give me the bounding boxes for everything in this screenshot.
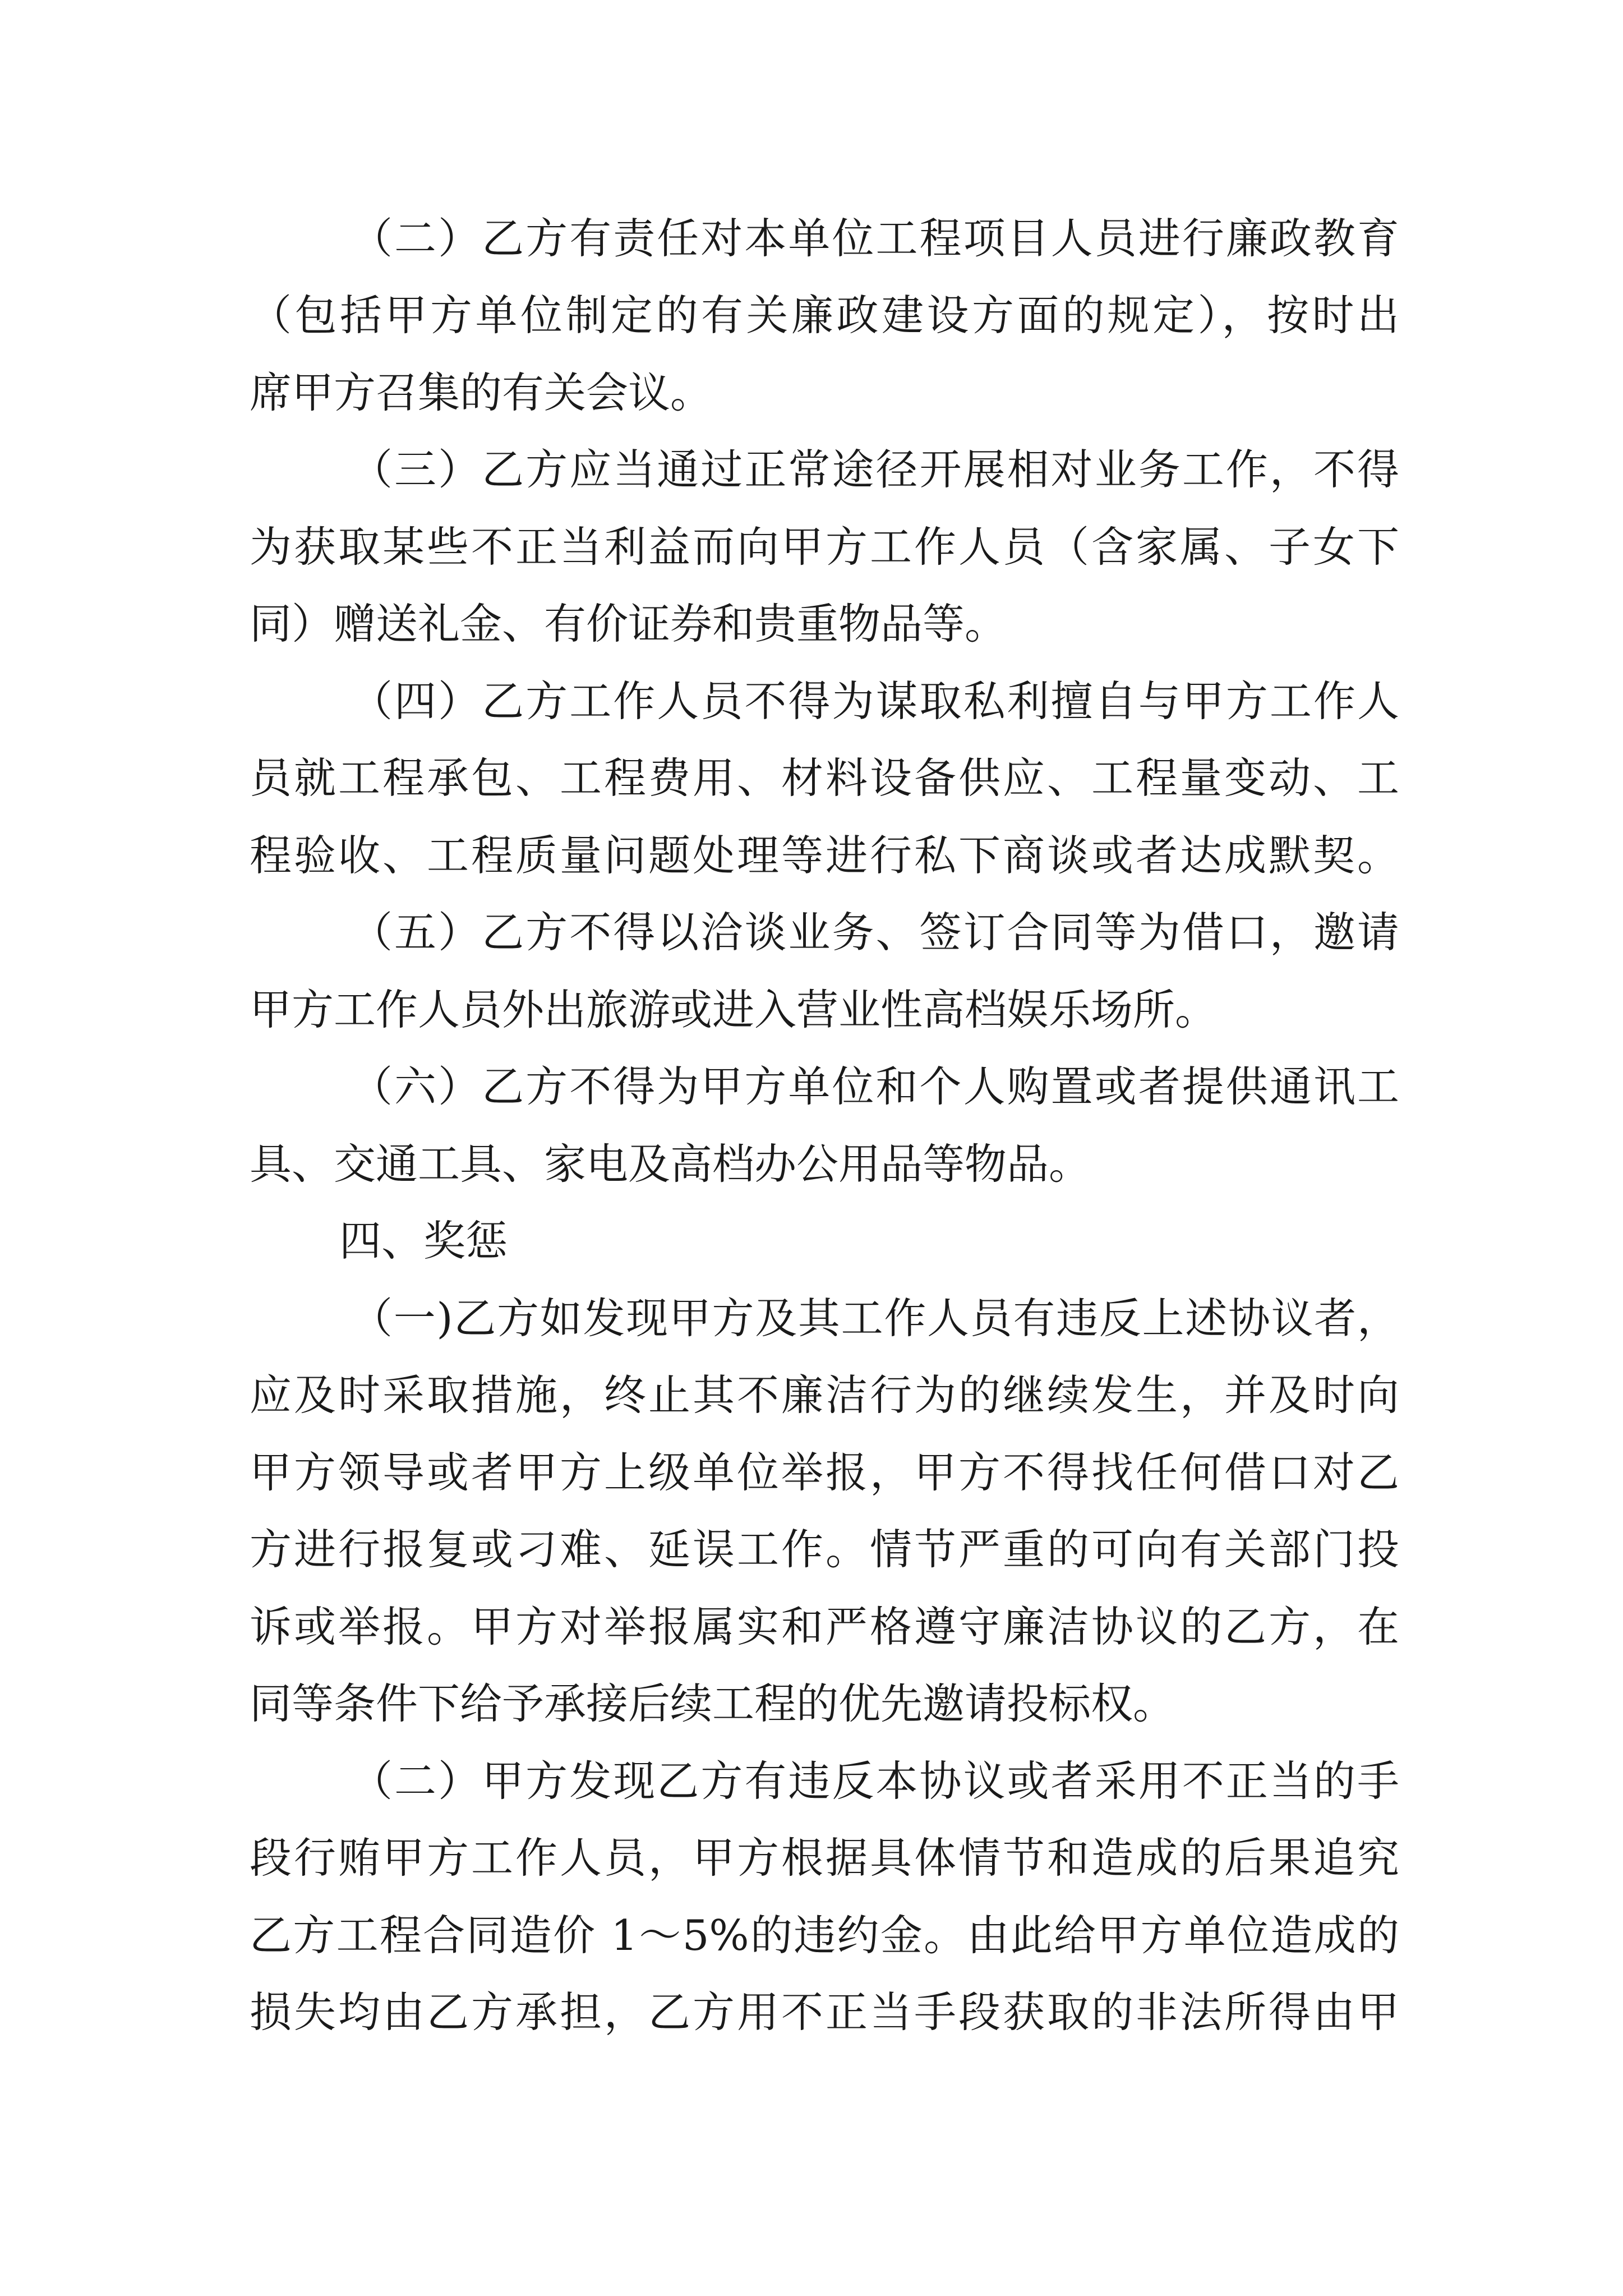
paragraph-8-line-3: 乙方工程合同造价 1～5%的违约金。由此给甲方单位造成的 (250, 1911, 1399, 1960)
paragraph-4-line-2: 员就工程承包、工程费用、材料设备供应、工程量变动、工 (250, 753, 1399, 803)
paragraph-5-line-1: （五）乙方不得以洽谈业务、签订合同等为借口，邀请 (351, 908, 1399, 957)
paragraph-4-line-3: 程验收、工程质量问题处理等进行私下商谈或者达成默契。 (250, 831, 1399, 880)
paragraph-6-line-1: （六）乙方不得为甲方单位和个人购置或者提供通讯工 (351, 1062, 1399, 1111)
paragraph-7-line-6: 同等条件下给予承接后续工程的优先邀请投标权。 (250, 1679, 1175, 1728)
paragraph-8-line-1: （二）甲方发现乙方有违反本协议或者采用不正当的手 (351, 1756, 1399, 1806)
paragraph-7-line-3: 甲方领导或者甲方上级单位举报，甲方不得找任何借口对乙 (250, 1448, 1399, 1497)
paragraph-2-line-2: （包括甲方单位制定的有关廉政建设方面的规定），按时出 (250, 291, 1399, 340)
paragraph-3-line-3: 同）赠送礼金、有价证券和贵重物品等。 (250, 599, 1007, 648)
paragraph-6-line-2: 具、交通工具、家电及高档办公用品等物品。 (250, 1139, 1091, 1189)
paragraph-4-line-1: （四）乙方工作人员不得为谋取私利擅自与甲方工作人 (351, 677, 1399, 726)
paragraph-7-line-5: 诉或举报。甲方对举报属实和严格遵守廉洁协议的乙方，在 (250, 1602, 1399, 1651)
paragraph-2-line-1: （二）乙方有责任对本单位工程项目人员进行廉政教育 (351, 214, 1399, 263)
paragraph-5-line-2: 甲方工作人员外出旅游或进入营业性高档娱乐场所。 (250, 985, 1218, 1034)
paragraph-3-line-1: （三）乙方应当通过正常途径开展相对业务工作，不得 (351, 445, 1399, 494)
paragraph-7-line-1: （一)乙方如发现甲方及其工作人员有违反上述协议者， (351, 1294, 1399, 1343)
section-heading: 四、奖惩 (339, 1216, 508, 1266)
paragraph-8-line-2: 段行贿甲方工作人员，甲方根据具体情节和造成的后果追究 (250, 1833, 1399, 1883)
paragraph-8-line-4: 损失均由乙方承担，乙方用不正当手段获取的非法所得由甲 (250, 1987, 1399, 2037)
paragraph-7-line-4: 方进行报复或刁难、延误工作。情节严重的可向有关部门投 (250, 1525, 1399, 1574)
paragraph-2-line-3: 席甲方召集的有关会议。 (250, 368, 713, 417)
paragraph-7-line-2: 应及时采取措施，终止其不廉洁行为的继续发生，并及时向 (250, 1370, 1399, 1420)
paragraph-3-line-2: 为获取某些不正当利益而向甲方工作人员（含家属、子女下 (250, 522, 1399, 572)
